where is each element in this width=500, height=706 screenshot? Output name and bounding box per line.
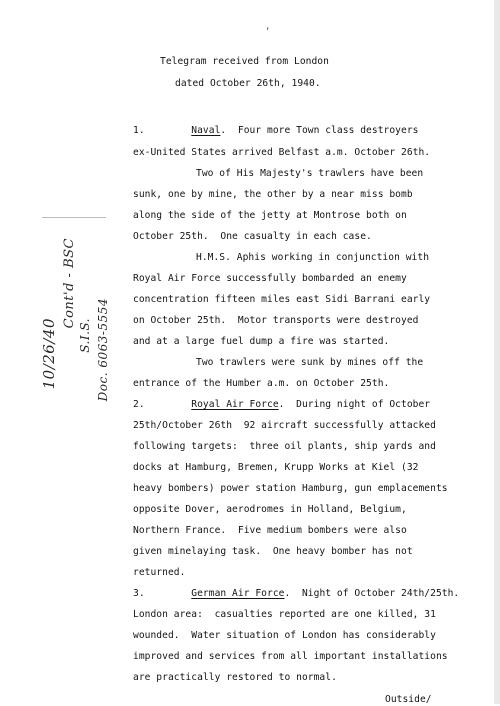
handwritten-note-sis: S.I.S. (78, 318, 92, 353)
paragraph-2-line-2: sunk, one by mine, the other by a near miss bomb (133, 189, 413, 200)
section-3-first-line (133, 588, 459, 600)
section-1-first-line (133, 125, 419, 137)
section-2-line-8: given minelaying task. One heavy bomber has not (133, 546, 413, 557)
continuation-note: Outside/ (385, 694, 432, 705)
paragraph-3-line-3: concentration fifteen miles east Sidi Barrani early (133, 294, 431, 305)
section-2-line-2: 25th/October 26th 92 aircraft successfully attacked (133, 420, 436, 431)
header-date: dated October 26th, 1940. (175, 78, 321, 89)
paragraph-3-line-1: H.M.S. Aphis working in conjunction with (196, 252, 430, 263)
section-3-heading: German Air Force (191, 588, 285, 599)
paragraph-2-line-4: October 25th. One casualty in each case. (133, 231, 372, 242)
paragraph-4-line-2: entrance of the Humber a.m. on October 25th. (133, 378, 390, 389)
section-2-line-5: heavy bombers) power station Hamburg, gun emplacements (133, 483, 448, 494)
section-2-first-line (133, 399, 430, 411)
handwritten-date: 10/26/40 (40, 318, 58, 390)
tick-mark: , (265, 22, 271, 32)
section-1-heading: Naval (191, 125, 221, 136)
paragraph-2-line-3: along the side of the jetty at Montrose both on (133, 210, 407, 221)
header-title: Telegram received from London (160, 56, 329, 67)
paragraph-3-line-4: on October 25th. Motor transports were destroyed (133, 315, 419, 326)
right-edge-shadow (494, 0, 500, 704)
section-2-line-6: opposite Dover, aerodromes in Holland, Belgium, (133, 504, 407, 515)
paragraph-4-line-1: Two trawlers were sunk by mines off the (196, 357, 424, 368)
section-3-line-3: wounded. Water situation of London has considerably (133, 630, 436, 641)
section-1-line-2: ex-United States arrived Belfast a.m. October 26th. (133, 147, 431, 158)
section-2-line-3: following targets: three oil plants, ship yards and (133, 441, 436, 452)
section-3-line-1: . Night of October 24th/25th. (284, 588, 460, 599)
margin-rule (42, 217, 106, 218)
section-2-line-9: returned. (133, 567, 186, 578)
paragraph-3-line-5: and at a large fuel dump a fire was started. (133, 336, 390, 347)
section-2-line-4: docks at Hamburg, Bremen, Krupp Works at Kiel (32 (133, 462, 419, 473)
section-1-line-1: . Four more Town class destroyers (220, 125, 419, 136)
section-3-line-4: improved and services from all important installations (133, 651, 448, 662)
section-1-number: 1. (133, 125, 145, 136)
section-2-heading: Royal Air Force (191, 399, 279, 410)
section-3-line-2: London area: casualties reported are one killed, 31 (133, 609, 436, 620)
section-3-line-5: are practically restored to normal. (133, 672, 337, 683)
handwritten-note-bsc: Cont'd - BSC (62, 238, 77, 329)
section-2-number: 2. (133, 399, 145, 410)
paragraph-2-line-1: Two of His Majesty's trawlers have been (196, 168, 424, 179)
section-3-number: 3. (133, 588, 145, 599)
paragraph-3-line-2: Royal Air Force successfully bombarded an enemy (133, 273, 407, 284)
section-2-line-1: . During night of October (278, 399, 431, 410)
section-2-line-7: Northern France. Five medium bombers were also (133, 525, 407, 536)
handwritten-doc-number: Doc. 6063-5554 (96, 298, 110, 402)
